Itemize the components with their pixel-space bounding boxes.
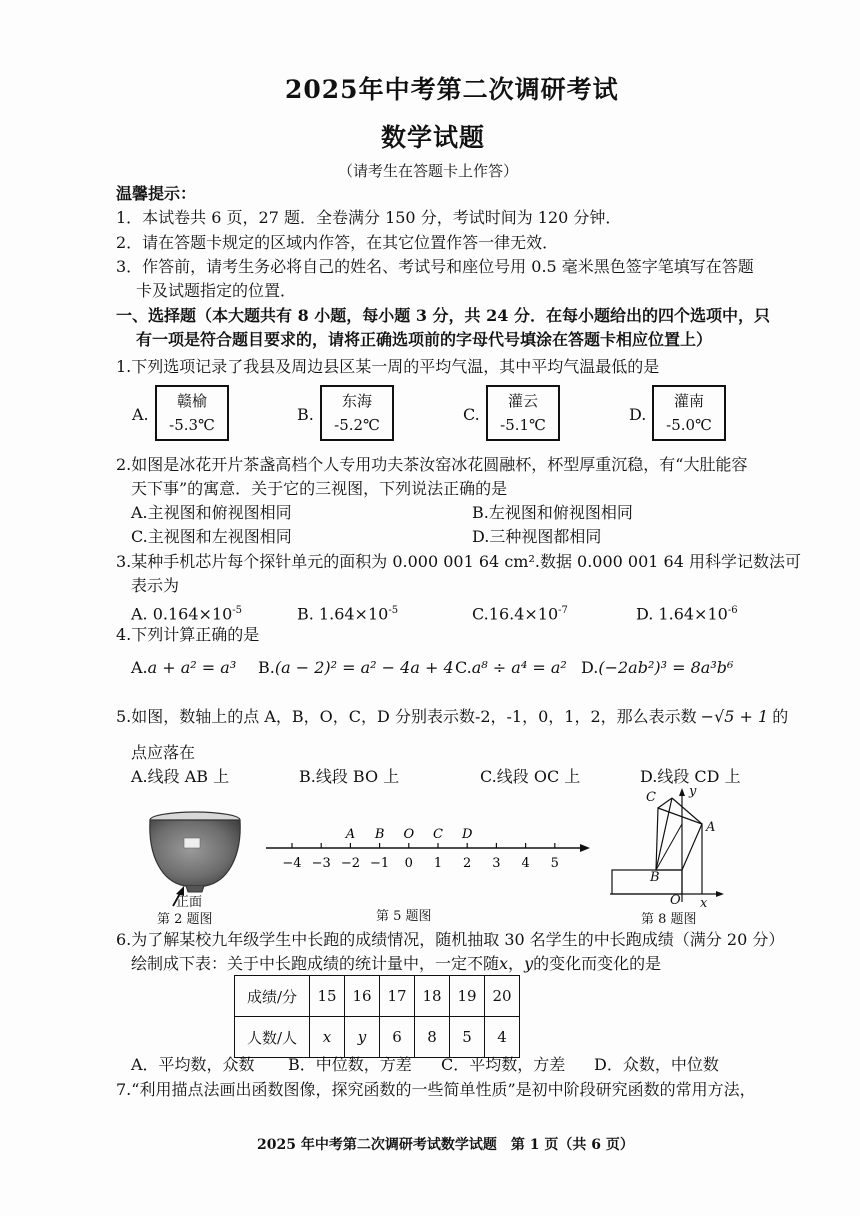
number-line-tick-label: −1 [370, 856, 390, 871]
number-line-tick-label: 5 [550, 856, 559, 871]
section1-line1: 一、选择题（本大题共有 8 小题，每小题 3 分，共 24 分．在每小题给出的四个选项中，只 [116, 306, 770, 325]
q4-option-b-letter: B. [258, 658, 275, 677]
q4-option-c-letter: C. [455, 658, 472, 677]
q1-stem: 1.下列选项记录了我县及周边县区某一周的平均气温，其中平均气温最低的是 [116, 357, 660, 376]
axis-caption: 第 5 题图 [376, 909, 432, 924]
q4-stem: 4.下列计算正确的是 [116, 625, 260, 644]
exam-subtitle: 数学试题 [381, 123, 486, 152]
table-cell: 6 [380, 1017, 415, 1058]
q1-option-c-name: 灌云 [507, 392, 538, 410]
q5-expression: −√5 + 1 [700, 707, 769, 726]
q2-option-d: D.三种视图都相同 [472, 527, 602, 546]
q6-var-y: y [524, 954, 534, 973]
q7-line1: 7.“利用描点法画出函数图像，探究函数的一些简单性质”是初中阶段研究函数的常用方法， [116, 1080, 756, 1099]
q5-option-a: A.线段 AB 上 [131, 767, 230, 786]
q4-option-d [581, 657, 733, 679]
q2-line2: 天下事”的寓意．关于它的三视图，下列说法正确的是 [131, 479, 508, 498]
q8-label-o: O [670, 893, 681, 908]
number-line-tick-label: 0 [404, 856, 413, 871]
q1-option-c-letter: C. [463, 405, 480, 424]
number-line-point-label: O [403, 827, 415, 842]
table-row [235, 976, 520, 1017]
q6-line2-mid: ， [508, 954, 525, 973]
q2-option-a: A.主视图和俯视图相同 [131, 503, 292, 522]
q5-line1-text: 5.如图，数轴上的点 A，B，O，C，D 分别表示数-2，-1，0，1，2，那么表示数 [116, 707, 697, 726]
q1-option-d-letter: D. [629, 405, 647, 424]
number-line-point-label: D [461, 827, 473, 842]
cup-front-label: 正面 [176, 895, 203, 910]
q1-option-c-box [486, 385, 560, 441]
q3-option-b-exp: -5 [388, 605, 399, 616]
q6-line2 [131, 953, 661, 975]
q6-line2-post: 的变化而变化的是 [533, 954, 662, 973]
cup-body [150, 820, 240, 886]
table-cell: x [310, 1017, 345, 1058]
section1-line2: 有一项是符合题目要求的，请将正确选项前的字母代号填涂在答题卡相应位置上） [136, 330, 713, 349]
table-cell: 5 [450, 1017, 485, 1058]
q3-line1: 3.某种手机芯片每个探针单元的面积为 0.000 001 64 cm².数据 0.000 001 64 用科学记数法可 [116, 552, 801, 571]
q8-caption: 第 8 题图 [641, 912, 697, 927]
q4-option-a-expr: a + a² = a³ [147, 658, 237, 677]
table-row [235, 1017, 520, 1058]
exam-title: 2025年中考第二次调研考试 [285, 75, 619, 104]
number-line-point-label: C [433, 827, 443, 842]
q6-line2-pre: 绘制成下表：关于中长跑成绩的统计量中，一定不随 [131, 954, 500, 973]
q8-figure [604, 788, 728, 908]
q3-option-a [131, 600, 242, 625]
number-line-arrow-icon [580, 844, 590, 852]
table-cell: 4 [485, 1017, 520, 1058]
q4-option-d-expr: (−2ab²)³ = 8a³b⁶ [598, 658, 734, 677]
q3-option-d-exp: -6 [727, 605, 738, 616]
q4-option-c-expr: a⁸ ÷ a⁴ = a² [471, 658, 567, 677]
table-header-cell: 人数/人 [235, 1017, 310, 1058]
number-line-tick-label: −3 [311, 856, 331, 871]
table-cell: y [345, 1017, 380, 1058]
score-table [234, 975, 520, 1058]
tips-heading: 温馨提示： [116, 184, 197, 203]
q8-edge-2 [672, 798, 702, 824]
q8-y-arrow-icon [679, 788, 685, 796]
q4-option-b [258, 657, 454, 679]
q8-label-x: x [700, 896, 708, 911]
q1-option-a-name: 赣榆 [176, 392, 207, 410]
q3-option-a-base: A. 0.164×10 [131, 604, 233, 624]
q6-line1: 6.为了解某校九年级学生中长跑的成绩情况，随机抽取 30 名学生的中长跑成绩（满分 20 分） [116, 930, 785, 949]
q1-option-a-box [155, 385, 229, 441]
table-cell: 20 [485, 976, 520, 1017]
q2-line1: 2.如图是冰花开片茶盏高档个人专用功夫茶汝窑冰花圆融杯，杯型厚重沉稳，有“大肚能容 [116, 455, 748, 474]
q5-line1 [116, 706, 788, 728]
q3-option-b-base: B. 1.64×10 [297, 604, 389, 624]
q4-option-a-letter: A. [131, 658, 148, 677]
cup-caption: 第 2 题图 [157, 912, 213, 927]
q1-option-b-name: 东海 [341, 392, 372, 410]
q8-edge-5 [656, 824, 682, 870]
table-cell: 19 [450, 976, 485, 1017]
q3-option-d-base: D. 1.64×10 [636, 604, 728, 624]
cup-tag [184, 838, 200, 848]
number-line-tick-label: 1 [433, 856, 443, 871]
number-line-tick-label: −4 [282, 856, 302, 871]
number-line-tick-label: −2 [340, 856, 360, 871]
q1-option-d-box [652, 385, 726, 441]
table-cell: 8 [415, 1017, 450, 1058]
page-footer: 2025 年中考第二次调研考试数学试题 第 1 页（共 6 页） [257, 1137, 634, 1153]
q4-option-a [131, 657, 236, 679]
q8-label-y: y [689, 784, 697, 799]
q8-x-arrow-icon [716, 891, 724, 897]
tip-3: 3．作答前，请考生务必将自己的姓名、考试号和座位号用 0.5 毫米黑色签字笔填写在答题 [116, 257, 754, 276]
q5-line2: 点应落在 [131, 743, 196, 762]
q3-line2: 表示为 [131, 576, 180, 595]
q1-option-b-box [320, 385, 394, 441]
q3-option-d [636, 600, 738, 625]
q5-option-c: C.线段 OC 上 [480, 767, 581, 786]
q5-option-b: B.线段 BO 上 [299, 767, 400, 786]
q3-option-c [472, 600, 568, 625]
q4-option-c [455, 657, 567, 679]
q2-option-b: B.左视图和俯视图相同 [472, 503, 633, 522]
q3-option-b [297, 600, 398, 625]
q1-option-c-temp: -5.1℃ [500, 416, 546, 434]
q8-label-a: A [706, 820, 716, 835]
number-line-tick-label: 2 [463, 856, 472, 871]
q8-label-b: B [650, 870, 660, 885]
q8-rectangle [612, 870, 682, 894]
q6-option-c: C．平均数，方差 [441, 1055, 566, 1074]
q5-option-d: D.线段 CD 上 [640, 767, 741, 786]
tip-3-cont: 卡及试题指定的位置． [136, 281, 297, 300]
exam-note: （请考生在答题卡上作答） [338, 162, 519, 180]
table-cell: 18 [415, 976, 450, 1017]
q4-option-b-expr: (a − 2)² = a² − 4a + 4 [274, 658, 454, 677]
number-line-point-label: A [345, 827, 356, 842]
q1-option-b-letter: B. [297, 405, 314, 424]
q4-option-d-letter: D. [581, 658, 599, 677]
table-header-cell: 成绩/分 [235, 976, 310, 1017]
table-cell: 15 [310, 976, 345, 1017]
q1-option-a-temp: -5.3℃ [169, 416, 215, 434]
q3-option-a-exp: -5 [232, 605, 243, 616]
table-cell: 17 [380, 976, 415, 1017]
q3-option-c-exp: -7 [558, 605, 568, 616]
q6-option-a: A．平均数，众数 [131, 1055, 255, 1074]
number-line-ticks [282, 827, 559, 871]
tip-1: 1．本试卷共 6 页，27 题．全卷满分 150 分，考试时间为 120 分钟． [116, 208, 622, 227]
number-line-figure [262, 822, 592, 882]
q6-option-d: D．众数，中位数 [594, 1055, 719, 1074]
q5-line1-end: 的 [772, 707, 789, 726]
number-line-tick-label: 4 [521, 856, 530, 871]
number-line-point-label: B [374, 827, 385, 842]
table-cell: 16 [345, 976, 380, 1017]
q1-option-a-letter: A. [132, 405, 149, 424]
q1-option-d-name: 灌南 [673, 392, 704, 410]
number-line-tick-label: 3 [492, 856, 501, 871]
q3-option-c-base: C.16.4×10 [472, 604, 559, 624]
q1-option-b-temp: -5.2℃ [334, 416, 380, 434]
q6-option-b: B．中位数，方差 [288, 1055, 412, 1074]
q8-label-c: C [646, 790, 656, 805]
tip-2: 2．请在答题卡规定的区域内作答，在其它位置作答一律无效． [116, 233, 559, 252]
q1-option-d-temp: -5.0℃ [666, 416, 712, 434]
q2-option-c: C.主视图和左视图相同 [131, 527, 292, 546]
q6-var-x: x [499, 954, 509, 973]
